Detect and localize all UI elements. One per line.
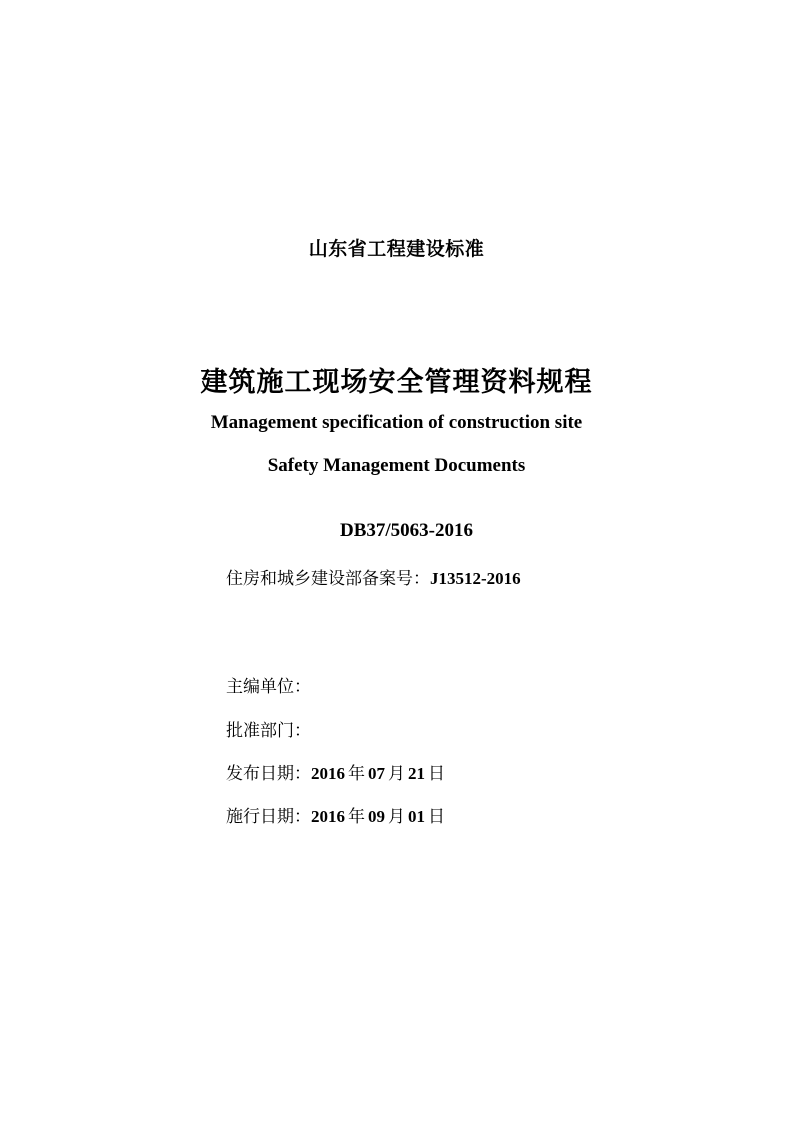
issue-year-unit: 年 [348, 764, 365, 784]
editor-unit-label: 主编单位： [226, 677, 311, 697]
approval-department-label: 批准部门： [226, 721, 311, 741]
record-number-value: J13512-2016 [430, 569, 521, 588]
effective-day: 01 [408, 807, 425, 826]
document-title-en-line2: Safety Management Documents [267, 455, 526, 476]
effective-month: 09 [368, 807, 385, 826]
effective-day-unit: 日 [428, 807, 445, 827]
issue-date-label: 发布日期： [226, 764, 311, 784]
record-number-label: 住房和城乡建设部备案号： [226, 569, 430, 589]
document-title-cn: 建筑施工现场安全管理资料规程 [200, 367, 593, 398]
issue-day-unit: 日 [428, 764, 445, 784]
document-title-en-line1: Management specification of construction site [210, 412, 583, 433]
standard-code: DB37/5063-2016 [340, 520, 473, 541]
effective-date-line [226, 802, 448, 827]
effective-year: 2016 [311, 807, 345, 826]
approval-department-line [226, 716, 311, 741]
effective-date-label: 施行日期： [226, 807, 311, 827]
effective-month-unit: 月 [388, 807, 405, 827]
issue-day: 21 [408, 764, 425, 783]
issue-date-line [226, 759, 448, 784]
effective-year-unit: 年 [348, 807, 365, 827]
record-number-line [226, 564, 521, 589]
issue-month: 07 [368, 764, 385, 783]
editor-unit-line [226, 672, 311, 697]
standard-type: 山东省工程建设标准 [308, 238, 485, 260]
issue-year: 2016 [311, 764, 345, 783]
issue-month-unit: 月 [388, 764, 405, 784]
